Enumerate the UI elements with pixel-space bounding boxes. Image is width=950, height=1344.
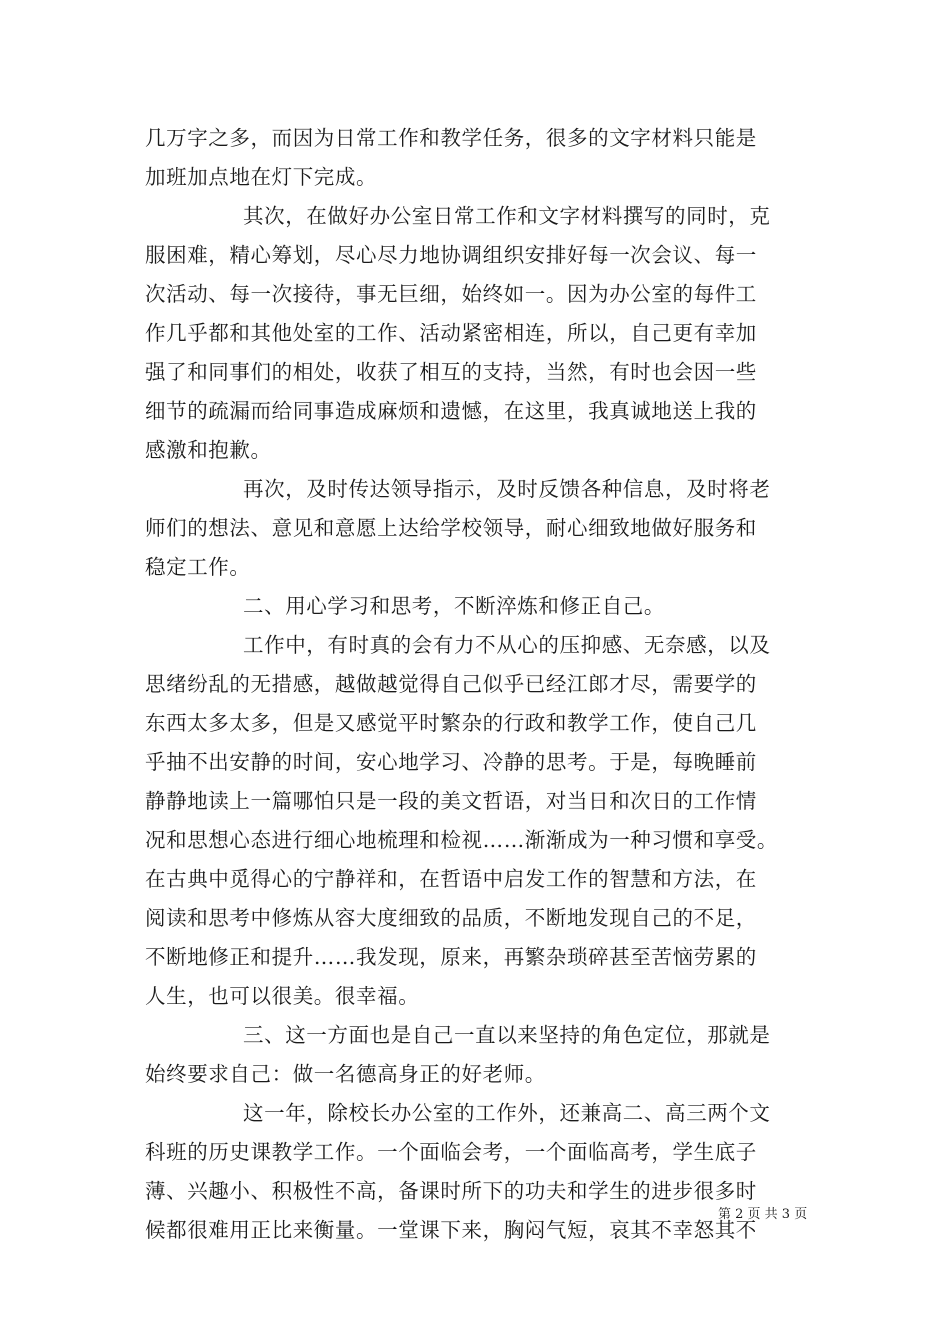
text-line: 候都很难用正比来衡量。一堂课下来，胸闷气短，哀其不幸怒其不 bbox=[145, 1218, 757, 1242]
text-line: 薄、兴趣小、积极性不高，备课时所下的功夫和学生的进步很多时 bbox=[145, 1179, 757, 1203]
text-line: 阅读和思考中修炼从容大度细致的品质，不断地发现自己的不足， bbox=[145, 906, 757, 930]
text-line: 几万字之多，而因为日常工作和教学任务，很多的文字材料只能是 bbox=[145, 126, 757, 150]
text-line: 思绪纷乱的无措感，越做越觉得自己似乎已经江郎才尽，需要学的 bbox=[145, 672, 757, 696]
text-line: 服困难，精心筹划，尽心尽力地协调组织安排好每一次会议、每一 bbox=[145, 243, 757, 267]
paragraph-start: 其次，在做好办公室日常工作和文字材料撰写的同时，克 bbox=[243, 204, 771, 228]
text-line: 静静地读上一篇哪怕只是一段的美文哲语，对当日和次日的工作情 bbox=[145, 789, 757, 813]
text-line: 乎抽不出安静的时间，安心地学习、冷静的思考。于是，每晚睡前 bbox=[145, 750, 757, 774]
text-line: 细节的疏漏而给同事造成麻烦和遗憾，在这里，我真诚地送上我的 bbox=[145, 399, 757, 423]
text-line: 不断地修正和提升……我发现，原来，再繁杂琐碎甚至苦恼劳累的 bbox=[145, 945, 757, 969]
text-line: 在古典中觅得心的宁静祥和，在哲语中启发工作的智慧和方法，在 bbox=[145, 867, 757, 891]
page-footer: 第 2 页 共 3 页 bbox=[718, 1207, 808, 1222]
section-heading: 二、用心学习和思考，不断淬炼和修正自己。 bbox=[243, 594, 665, 618]
paragraph-start: 再次，及时传达领导指示，及时反馈各种信息，及时将老 bbox=[243, 477, 771, 501]
text-line: 始终要求自己：做一名德高身正的好老师。 bbox=[145, 1062, 546, 1086]
text-line: 作几乎都和其他处室的工作、活动紧密相连，所以，自己更有幸加 bbox=[145, 321, 757, 345]
text-line: 人生，也可以很美。很幸福。 bbox=[145, 984, 420, 1008]
text-line: 加班加点地在灯下完成。 bbox=[145, 165, 378, 189]
text-line: 次活动、每一次接待，事无巨细，始终如一。因为办公室的每件工 bbox=[145, 282, 757, 306]
text-line: 况和思想心态进行细心地梳理和检视……渐渐成为一种习惯和享受。 bbox=[145, 828, 778, 852]
text-line: 师们的想法、意见和意愿上达给学校领导，耐心细致地做好服务和 bbox=[145, 516, 757, 540]
text-line: 感激和抱歉。 bbox=[145, 438, 272, 462]
paragraph-start: 工作中，有时真的会有力不从心的压抑感、无奈感，以及 bbox=[243, 633, 771, 657]
text-line: 稳定工作。 bbox=[145, 555, 251, 579]
paragraph-start: 这一年，除校长办公室的工作外，还兼高二、高三两个文 bbox=[243, 1101, 771, 1125]
text-line: 科班的历史课教学工作。一个面临会考，一个面临高考，学生底子 bbox=[145, 1140, 757, 1164]
text-line: 强了和同事们的相处，收获了相互的支持，当然，有时也会因一些 bbox=[145, 360, 757, 384]
section-heading: 三、这一方面也是自己一直以来坚持的角色定位，那就是 bbox=[243, 1023, 771, 1047]
text-line: 东西太多太多，但是又感觉平时繁杂的行政和教学工作，使自己几 bbox=[145, 711, 757, 735]
